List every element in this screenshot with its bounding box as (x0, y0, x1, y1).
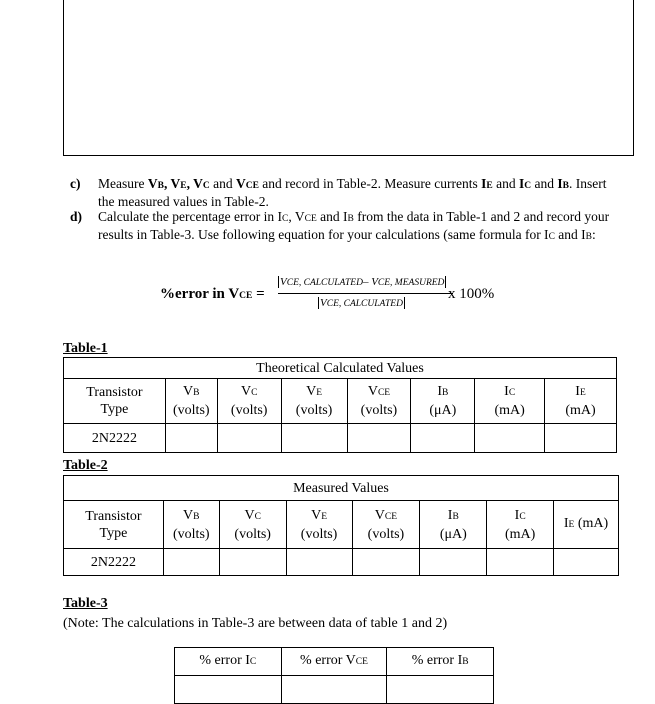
header-unit: (volts) (230, 403, 268, 418)
text-run: Calculate the percentage error in I (98, 209, 283, 224)
column-header (286, 501, 352, 549)
data-cell (411, 424, 475, 453)
table2-label: Table-2 (63, 458, 108, 473)
header-subscript: CE (384, 511, 398, 522)
header-unit: (μA) (429, 403, 457, 418)
text-run: B (585, 232, 592, 242)
header-subscript: B (441, 388, 449, 398)
text-run: I (557, 176, 563, 191)
column-header (163, 501, 219, 549)
column-header (352, 501, 420, 549)
header-symbol: I (514, 507, 520, 523)
header-unit: Type (99, 525, 128, 541)
table3-note: (Note: The calculations in Table-3 are between data of table 1 and 2) (63, 616, 448, 631)
column-header (64, 501, 164, 549)
header-symbol: V (183, 384, 194, 399)
instruction-c-text (98, 176, 618, 210)
data-cell (219, 549, 286, 576)
header-symbol: V (306, 384, 317, 399)
data-cell (387, 676, 494, 704)
header-subscript: E (321, 511, 328, 522)
text-run: B (157, 181, 164, 191)
text-run: E (486, 181, 493, 191)
column-header (281, 648, 387, 676)
data-cell (163, 549, 219, 576)
column-header (487, 501, 554, 549)
data-cell (286, 549, 352, 576)
data-cell (347, 424, 411, 453)
text-run: C (202, 181, 210, 191)
instruction-d-text (98, 209, 618, 245)
header-unit: (volts) (300, 526, 338, 542)
header-subscript: B (462, 657, 469, 667)
table2-title: Measured Values (64, 476, 619, 501)
table-2 (63, 475, 619, 576)
text-run: , (186, 176, 194, 191)
header-subscript: C (249, 657, 257, 667)
text-run: C (282, 214, 289, 224)
column-header (475, 379, 545, 424)
column-header (219, 501, 286, 549)
text-run: and (492, 176, 519, 191)
header-subscript: B (193, 511, 200, 522)
text-run: . Insert the measured values in Table-2. (98, 176, 607, 209)
header-symbol: % error V (300, 653, 356, 668)
column-header (165, 379, 217, 424)
header-symbol: V (183, 507, 194, 523)
text-run: V (170, 176, 181, 191)
data-cell (352, 549, 420, 576)
text-run: CE (304, 214, 317, 224)
header-unit: (volts) (367, 526, 405, 542)
text-run: V (193, 176, 203, 191)
instruction-c-label: c) (70, 176, 81, 191)
column-header (420, 501, 487, 549)
fraction-bar (278, 293, 453, 294)
column-header (411, 379, 475, 424)
header-unit: (mA) (494, 403, 525, 418)
header-unit: (μA) (439, 526, 467, 542)
data-cell (175, 676, 282, 704)
data-cell (545, 424, 617, 453)
text-run: and (531, 176, 558, 191)
header-symbol: I (437, 384, 442, 399)
header-subscript: CE (377, 388, 391, 398)
header-symbol: I (447, 507, 453, 523)
text-run: and record in Table-2. Measure currents (258, 176, 482, 191)
transistor-type: 2N2222 (64, 549, 164, 576)
header-subscript: C (251, 388, 258, 398)
text-run: , (163, 176, 171, 191)
header-symbol: V (240, 384, 252, 399)
formula-rhs: x 100% (448, 286, 495, 302)
header-symbol: Transistor (85, 508, 142, 524)
text-run: and I (316, 209, 348, 224)
header-subscript: C (519, 511, 526, 522)
header-unit: (mA) (504, 526, 536, 542)
header-subscript: B (452, 511, 459, 522)
header-subscript: E (579, 388, 586, 398)
data-cell (217, 424, 281, 453)
header-unit: (volts) (173, 403, 210, 418)
text-run: B (562, 181, 569, 191)
header-subscript: E (316, 388, 323, 398)
column-header (347, 379, 411, 424)
header-unit: (volts) (173, 526, 210, 542)
header-symbol: Transistor (86, 385, 143, 400)
text-run: B (347, 214, 354, 224)
header-subscript: E (568, 520, 575, 530)
text-run: C (548, 232, 555, 242)
text-run: Measure (98, 176, 148, 191)
table1-title: Theoretical Calculated Values (64, 358, 617, 379)
header-symbol: V (367, 384, 378, 399)
data-cell (487, 549, 554, 576)
header-unit: (volts) (360, 403, 398, 418)
data-cell (475, 424, 545, 453)
text-run: E (180, 181, 187, 191)
transistor-type: 2N2222 (64, 424, 166, 453)
text-run: C (524, 181, 532, 191)
header-symbol: I (563, 516, 569, 531)
header-symbol: V (311, 507, 322, 523)
column-header (387, 648, 494, 676)
header-unit: (volts) (234, 526, 271, 542)
table-3 (174, 647, 494, 704)
header-unit: (volts) (295, 403, 333, 418)
answer-box (63, 0, 634, 156)
data-cell (281, 676, 387, 704)
header-unit: (mA) (574, 516, 609, 531)
text-run: CE (245, 181, 259, 191)
formula-lhs: %error in VCE = (160, 286, 265, 302)
formula-denominator: VCE, CALCULATED (320, 297, 403, 309)
text-run: V (147, 176, 158, 191)
header-symbol: V (374, 507, 385, 523)
header-subscript: C (254, 511, 261, 522)
text-run: V (235, 176, 246, 191)
column-header (554, 501, 619, 549)
header-symbol: I (504, 384, 509, 399)
text-run: , V (288, 209, 305, 224)
column-header (281, 379, 347, 424)
text-run: and I (554, 227, 586, 242)
header-unit: Type (100, 402, 129, 417)
header-symbol: V (244, 507, 255, 523)
header-symbol: % error I (199, 653, 250, 668)
text-run: I (481, 176, 487, 191)
header-subscript: B (193, 388, 200, 398)
table3-label: Table-3 (63, 596, 108, 611)
header-symbol: I (575, 384, 580, 399)
column-header (545, 379, 617, 424)
header-subscript: C (508, 388, 516, 398)
column-header (217, 379, 281, 424)
text-run: : (592, 227, 596, 242)
table1-label: Table-1 (63, 341, 108, 356)
text-run: and (209, 176, 236, 191)
header-subscript: CE (355, 657, 368, 667)
header-unit: (mA) (565, 403, 596, 418)
data-cell (554, 549, 619, 576)
table-1 (63, 357, 617, 453)
column-header (64, 379, 166, 424)
instruction-d-label: d) (70, 209, 83, 224)
data-cell (165, 424, 217, 453)
text-run: I (518, 176, 525, 191)
text-run: from the data in Table-1 and 2 and record your results in Table-3. Use following equation for your calculations (same formula for I (98, 209, 610, 242)
column-header (175, 648, 282, 676)
data-cell (281, 424, 347, 453)
data-cell (420, 549, 487, 576)
formula-numerator: VCE, CALCULATED– VCE, MEASURED (280, 276, 445, 288)
header-symbol: % error I (411, 653, 463, 668)
